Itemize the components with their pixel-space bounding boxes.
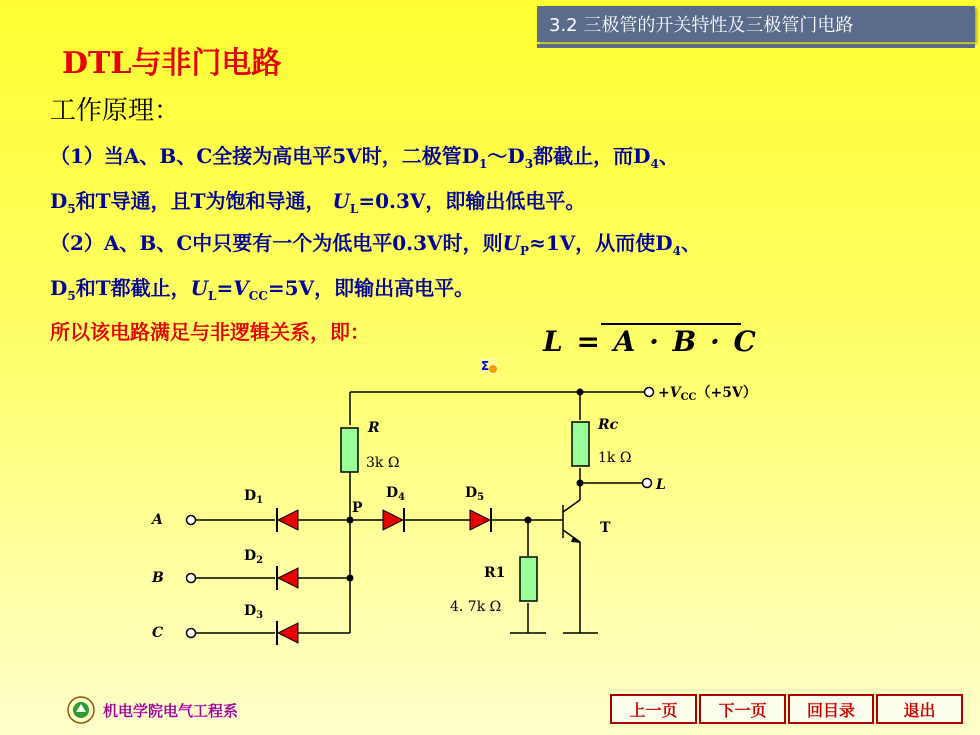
diode-d2 xyxy=(277,566,298,590)
conclusion-text: 所以该电路满足与非逻辑关系，即： xyxy=(50,320,370,344)
exit-button[interactable]: 退出 xyxy=(876,694,963,724)
terminal-a xyxy=(187,516,196,525)
terminal-vcc xyxy=(645,388,654,397)
school-name: 机电学院电气工程系 xyxy=(103,702,239,720)
diode-d3 xyxy=(277,621,298,645)
input-a-label: A xyxy=(152,512,163,528)
diode-d1 xyxy=(277,508,298,532)
school-logo-icon xyxy=(66,695,96,725)
resistor-rc xyxy=(572,422,589,466)
resistor-r1 xyxy=(520,557,537,601)
junction-vcc-rc xyxy=(577,389,584,396)
node-p-label: P xyxy=(352,500,363,516)
junction-output xyxy=(577,480,584,487)
output-label: L xyxy=(656,477,666,493)
rc-label: Rc xyxy=(598,417,619,433)
d3-label: $D_3$ xyxy=(244,603,264,621)
terminal-c xyxy=(187,629,196,638)
d5-label: $D_5$ xyxy=(465,485,485,503)
paragraph-1: （1）当A、B、C全接为高电平5V时，二极管$D_1\sim D_3$都截止，而$D_4$、 $D_5$和T导通，且T为饱和导通， $U_L=0.3V$，即输出低电平。 xyxy=(50,144,679,216)
r1-label: R1 xyxy=(484,565,506,581)
diode-d4 xyxy=(383,508,404,532)
paragraph-2: （2）A、B、C中只要有一个为低电平0.3V时，则$U_P\approx 1V$，从而使$D_4$、 $D_5$和T都截止，$U_L=V_{CC}=5V$，即输出高电平。 xyxy=(50,231,701,303)
slide-title: DTL与非门电路 xyxy=(62,46,282,81)
section-heading: 工作原理： xyxy=(50,96,181,126)
terminal-output xyxy=(643,479,652,488)
junction-p xyxy=(347,517,354,524)
junction-base xyxy=(525,517,532,524)
terminal-b xyxy=(187,574,196,583)
input-b-label: B xyxy=(152,570,164,586)
junction-b xyxy=(347,575,354,582)
prev-page-button[interactable]: 上一页 xyxy=(610,694,697,724)
resistor-r xyxy=(341,428,358,472)
next-page-button[interactable]: 下一页 xyxy=(699,694,786,724)
d2-label: $D_2$ xyxy=(244,548,264,566)
r-label: R xyxy=(368,420,380,436)
nand-formula: L = A · B · C xyxy=(543,325,758,358)
svg-text:Σ: Σ xyxy=(481,359,490,373)
input-c-label: C xyxy=(152,625,164,641)
transistor-label: T xyxy=(600,520,611,536)
vcc-label: $+V_{CC}(+5V)$ xyxy=(658,385,757,403)
rc-value: 1k Ω xyxy=(598,450,632,466)
d4-label: $D_4$ xyxy=(386,485,406,503)
toc-button[interactable]: 回目录 xyxy=(788,694,874,724)
diode-d5 xyxy=(470,508,491,532)
section-title: 3.2 三极管的开关特性及三极管门电路 xyxy=(549,15,854,36)
d1-label: $D_1$ xyxy=(244,488,264,506)
r1-value: 4. 7k Ω xyxy=(450,599,502,615)
r-value: 3k Ω xyxy=(366,455,400,471)
transistor-arrow xyxy=(571,537,581,543)
